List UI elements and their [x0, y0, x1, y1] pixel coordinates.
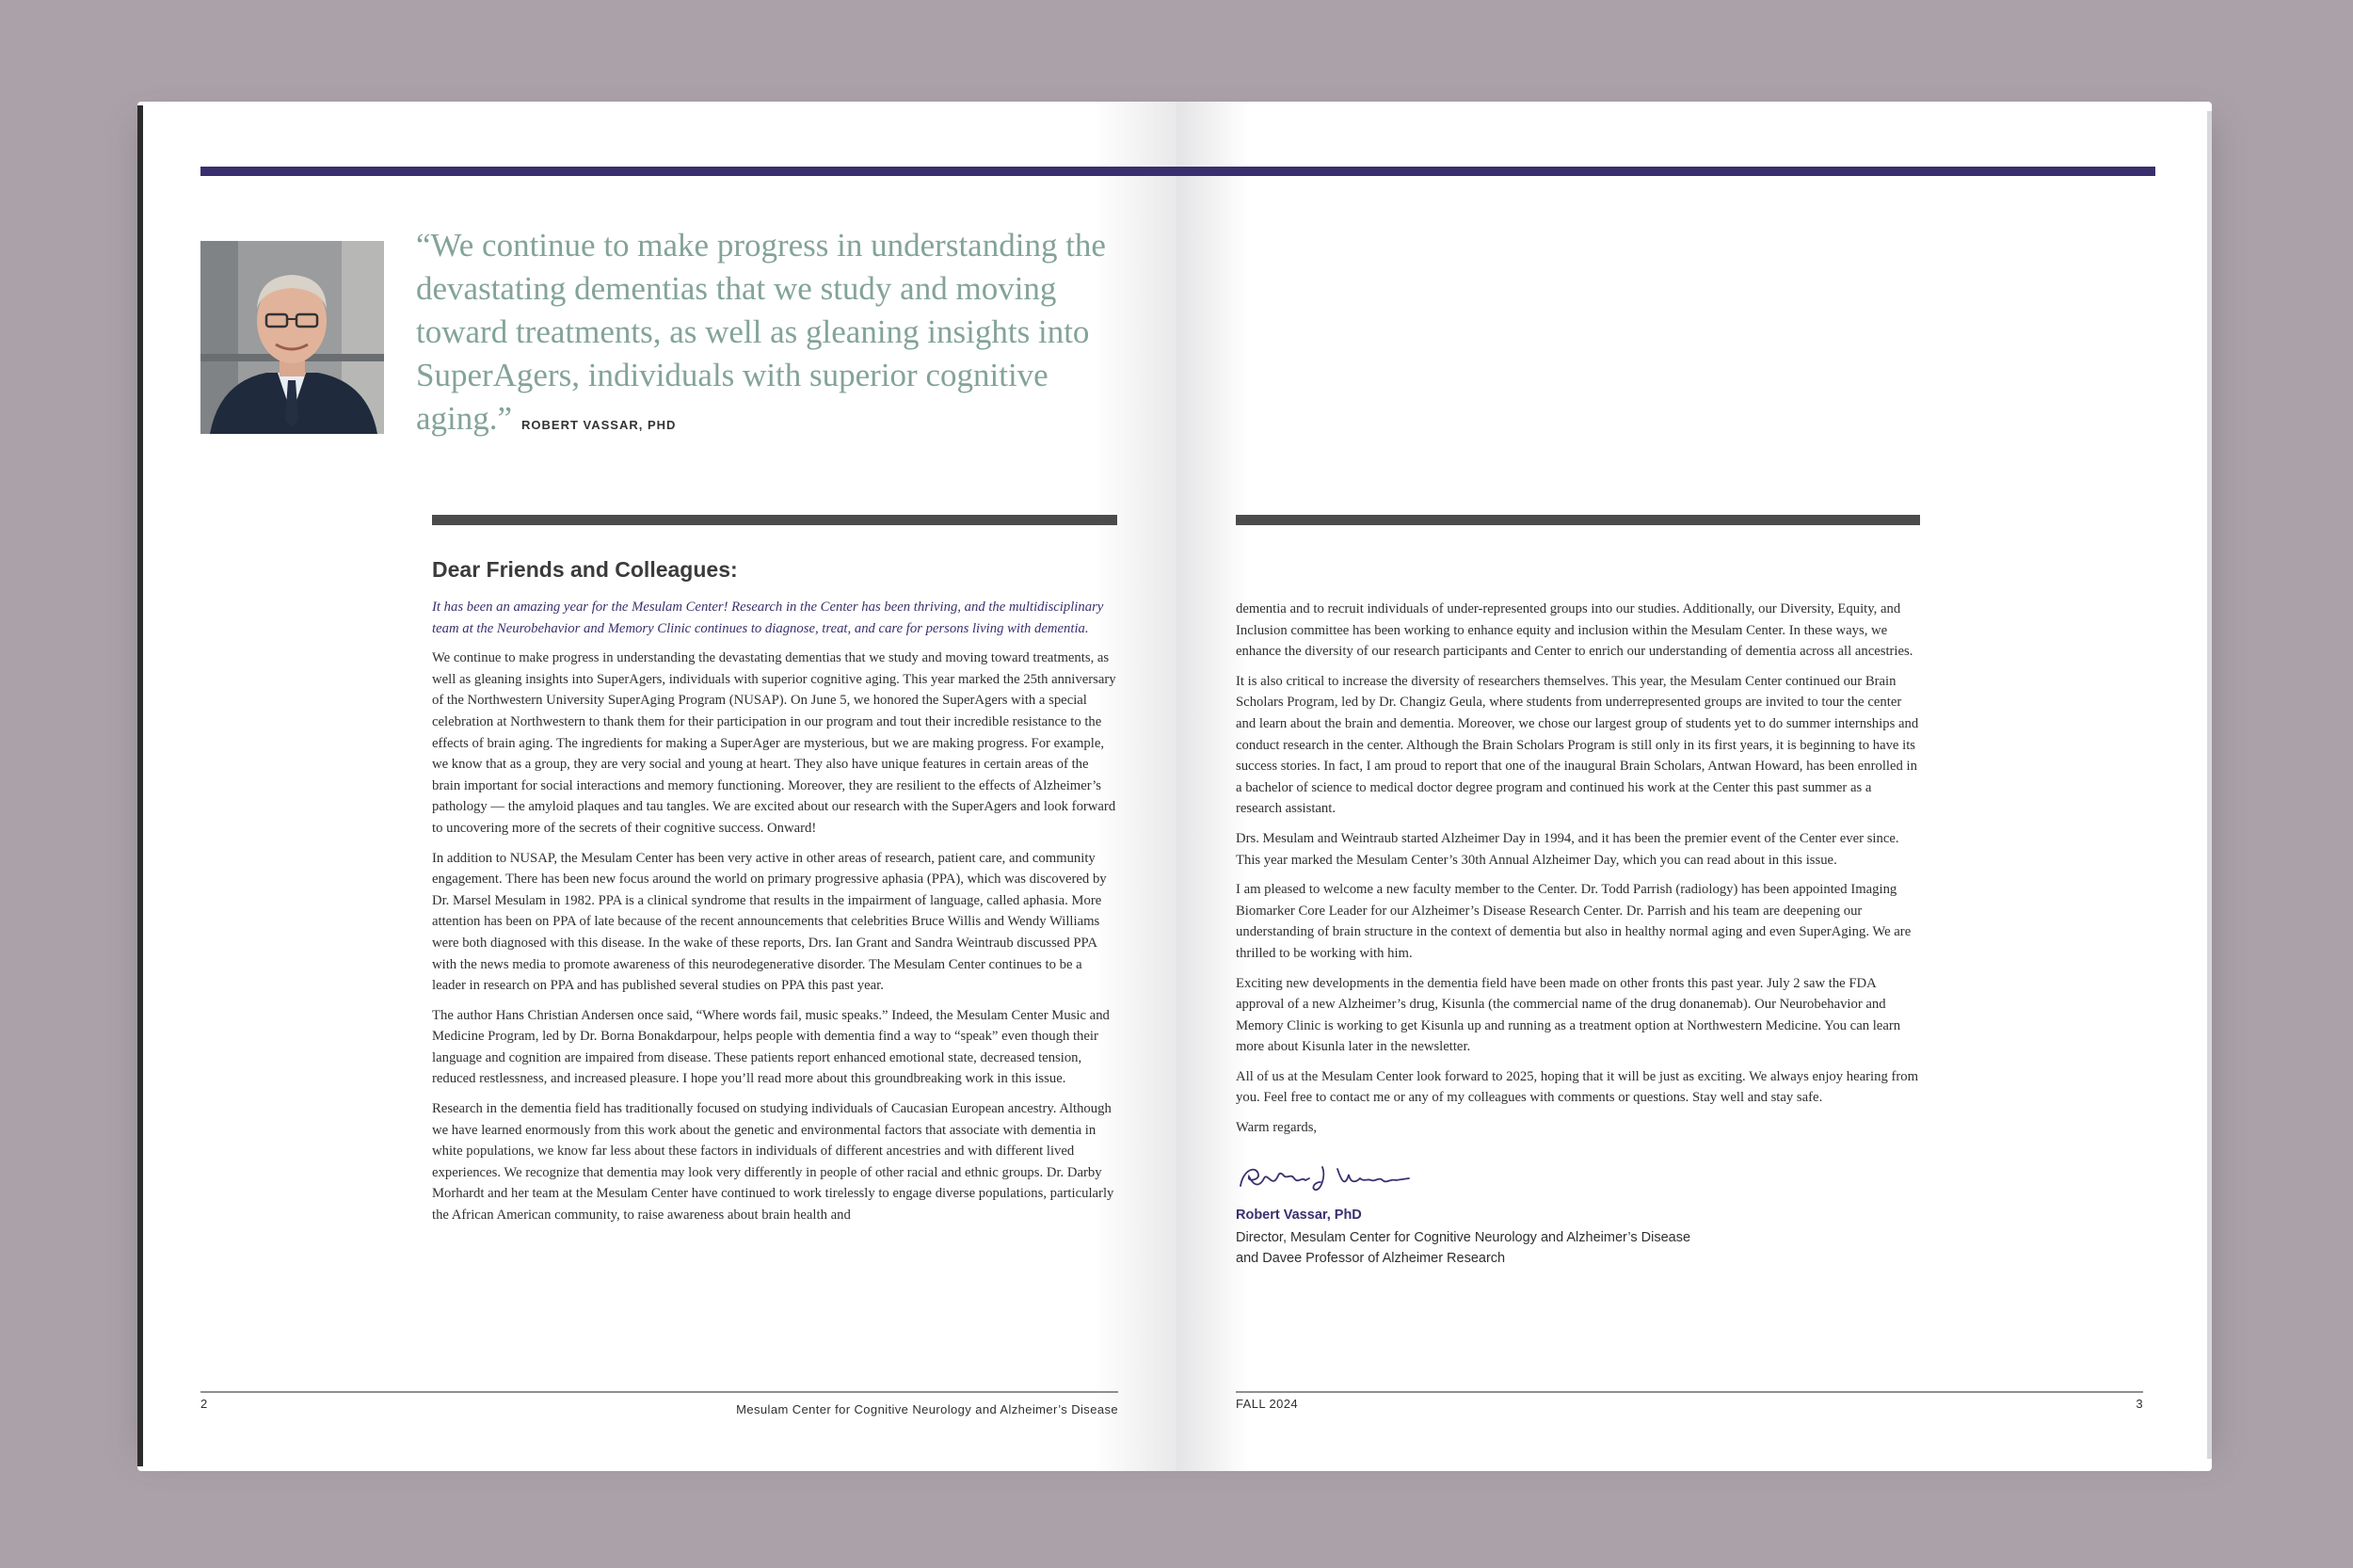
body-paragraph: dementia and to recruit individuals of under-represented groups into our studies. Additionally, our Diversity, Equity, and Inclusion committee has been working to enhance equity and inclusion within the Mesulam Center. In these ways, we enhance the diversity of our research participants and Center to enrich our understanding of dementia across all ancestries.: [1236, 601, 1913, 660]
pull-quote-attribution: ROBERT VASSAR, PHD: [521, 418, 677, 432]
signature-title-line2: and Davee Professor of Alzheimer Research: [1236, 1251, 1506, 1267]
body-paragraph: In addition to NUSAP, the Mesulam Center has been very active in other areas of research, patient care, and community engagement. There has been new focus around the world on primary progressive aphasia (PPA), which was discovered by Dr. Marsel Mesulam in 1982. PPA is a clinical syndrome that results in the impairment of language, called aphasia. More attention has been on PPA of late because of the recent announcements that celebrities Bruce Willis and Wendy Williams were both diagnosed with this disease. In the wake of these reports, Drs. Ian Grant and Sandra Weintraub discussed PPA with the news media to promote awareness of this neurodegenerative disorder. The Mesulam Center continues to be a leader in research on PPA and has published several studies on PPA this past year.: [432, 850, 1107, 994]
signature-title-line1: Director, Mesulam Center for Cognitive Neurology and Alzheimer’s Disease: [1236, 1230, 1691, 1246]
right-column: [1236, 599, 1920, 1269]
signature-graphic: [1236, 1160, 1415, 1197]
letter-intro: It has been an amazing year for the Mesulam Center! Research in the Center has been thriving, and the multidisciplinary team at the Neurobehavior and Memory Clinic continues to diagnose, treat, and care for persons living with dementia.: [432, 600, 1104, 636]
right-column-rule: [1236, 515, 1920, 525]
header-rule: [200, 167, 2155, 176]
right-footer-rule: [1236, 1391, 2143, 1393]
closing-line: Warm regards,: [1236, 1120, 1318, 1136]
body-paragraph: We continue to make progress in understanding the devastating dementias that we study and moving toward treatments, as well as gleaning insights into SuperAgers, individuals with superior cognitive aging. This year marked the 25th anniversary of the Northwestern University SuperAging Program (NUSAP). On June 5, we honored the SuperAgers with a special celebration at Northwestern to thank them for their participation in our program and tout their incredible resistance to the effects of brain aging. The ingredients for making a SuperAger are mysterious, but we are making progress. For example, we know that as a group, they are very social and young at heart. They also have unique features in certain areas of the brain important for social interactions and memory functioning. Moreover, they are resilient to the effects of Alzheimer’s pathology — the amyloid plaques and tau tangles. We are excited about our research with the SuperAgers and look forward to uncovering more of the secrets of their cognitive success. Onward!: [432, 650, 1116, 836]
pull-quote-text: “We continue to make progress in understanding the devastating dementias that we study and moving toward treatments, as well as gleaning insights into SuperAgers, individuals with superior cognitive aging.”: [416, 227, 1106, 437]
left-footer-rule: [200, 1391, 1118, 1393]
handwritten-signature: [1236, 1160, 1920, 1197]
body-paragraph: It is also critical to increase the diversity of researchers themselves. This year, the Mesulam Center continued our Brain Scholars Program, led by Dr. Changiz Geula, where students from underrepresented groups are invited to tour the center and learn about the brain and dementia. Moreover, we chose our largest group of students yet to do summer internships and conduct research in the center. Although the Brain Scholars Program is still only in its first years, it is beginning to have its success stories. In fact, I am proud to report that one of the inaugural Brain Scholars, Antwan Howard, has been enrolled in a bachelor of science to medical doctor degree program and continued his work at the Center this past summer as a research assistant.: [1236, 673, 1919, 817]
left-page-edge: [137, 105, 143, 1466]
left-page-number: 2: [200, 1397, 208, 1411]
left-column: [432, 555, 1117, 1235]
signature-name: Robert Vassar, PhD: [1236, 1207, 1362, 1223]
body-paragraph: Drs. Mesulam and Weintraub started Alzheimer Day in 1994, and it has been the premier event of the Center ever since. This year marked the Mesulam Center’s 30th Annual Alzheimer Day, which you can read about in this issue.: [1236, 830, 1899, 868]
body-paragraph: Exciting new developments in the dementia field have been made on other fronts this past year. July 2 saw the FDA approval of a new Alzheimer’s drug, Kisunla (the commercial name of the drug donanemab). Our Neurobehavior and Memory Clinic is working to get Kisunla up and running as a treatment option at Northwestern Medicine. You can learn more about Kisunla later in the newsletter.: [1236, 975, 1901, 1055]
issue-label: FALL 2024: [1236, 1397, 1299, 1411]
body-paragraph: I am pleased to welcome a new faculty member to the Center. Dr. Todd Parrish (radiology) has been appointed Imaging Biomarker Core Leader for our Alzheimer’s Disease Research Center. Dr. Parrish and his team are deepening our understanding of brain structure in the context of dementia but also in healthy normal aging and even SuperAging. We are thrilled to be working with him.: [1236, 882, 1912, 961]
letter-greeting: Dear Friends and Colleagues:: [432, 557, 738, 582]
body-paragraph: The author Hans Christian Andersen once said, “Where words fail, music speaks.” Indeed, the Mesulam Center Music and Medicine Program, led by Dr. Borna Bonakdarpour, helps people with dementia find a way to “speak” even though their language and cognition are impaired from disease. These patients report enhanced emotional state, decreased tension, reduced restlessness, and increased pleasure. I hope you’ll read more about this groundbreaking work in this issue.: [432, 1007, 1110, 1087]
portrait-illustration: [200, 241, 384, 434]
portrait-photo: [200, 241, 384, 434]
body-paragraph: Research in the dementia field has traditionally focused on studying individuals of Caucasian European ancestry. Although we have learned enormously from this work about the genetic and environmental factors that associate with dementia in white populations, we know far less about these factors in individuals of different ancestries and with different lived experiences. We recognize that dementia may look very differently in people of other racial and ethnic groups. Dr. Darby Morhardt and her team at the Mesulam Center have continued to work tirelessly to engage diverse populations, particularly the African American community, to raise awareness about brain health and: [432, 1101, 1114, 1224]
left-column-rule: [432, 515, 1117, 525]
pull-quote: [416, 224, 1131, 447]
body-paragraph: All of us at the Mesulam Center look forward to 2025, hoping that it will be just as exciting. We always enjoy hearing from you. Feel free to contact me or any of my colleagues with comments or questions. Stay well and stay safe.: [1236, 1068, 1919, 1106]
publication-name: Mesulam Center for Cognitive Neurology and Alzheimer’s Disease: [736, 1402, 1118, 1416]
right-page-number: 3: [2136, 1397, 2143, 1411]
right-page-edge: [2207, 111, 2212, 1459]
